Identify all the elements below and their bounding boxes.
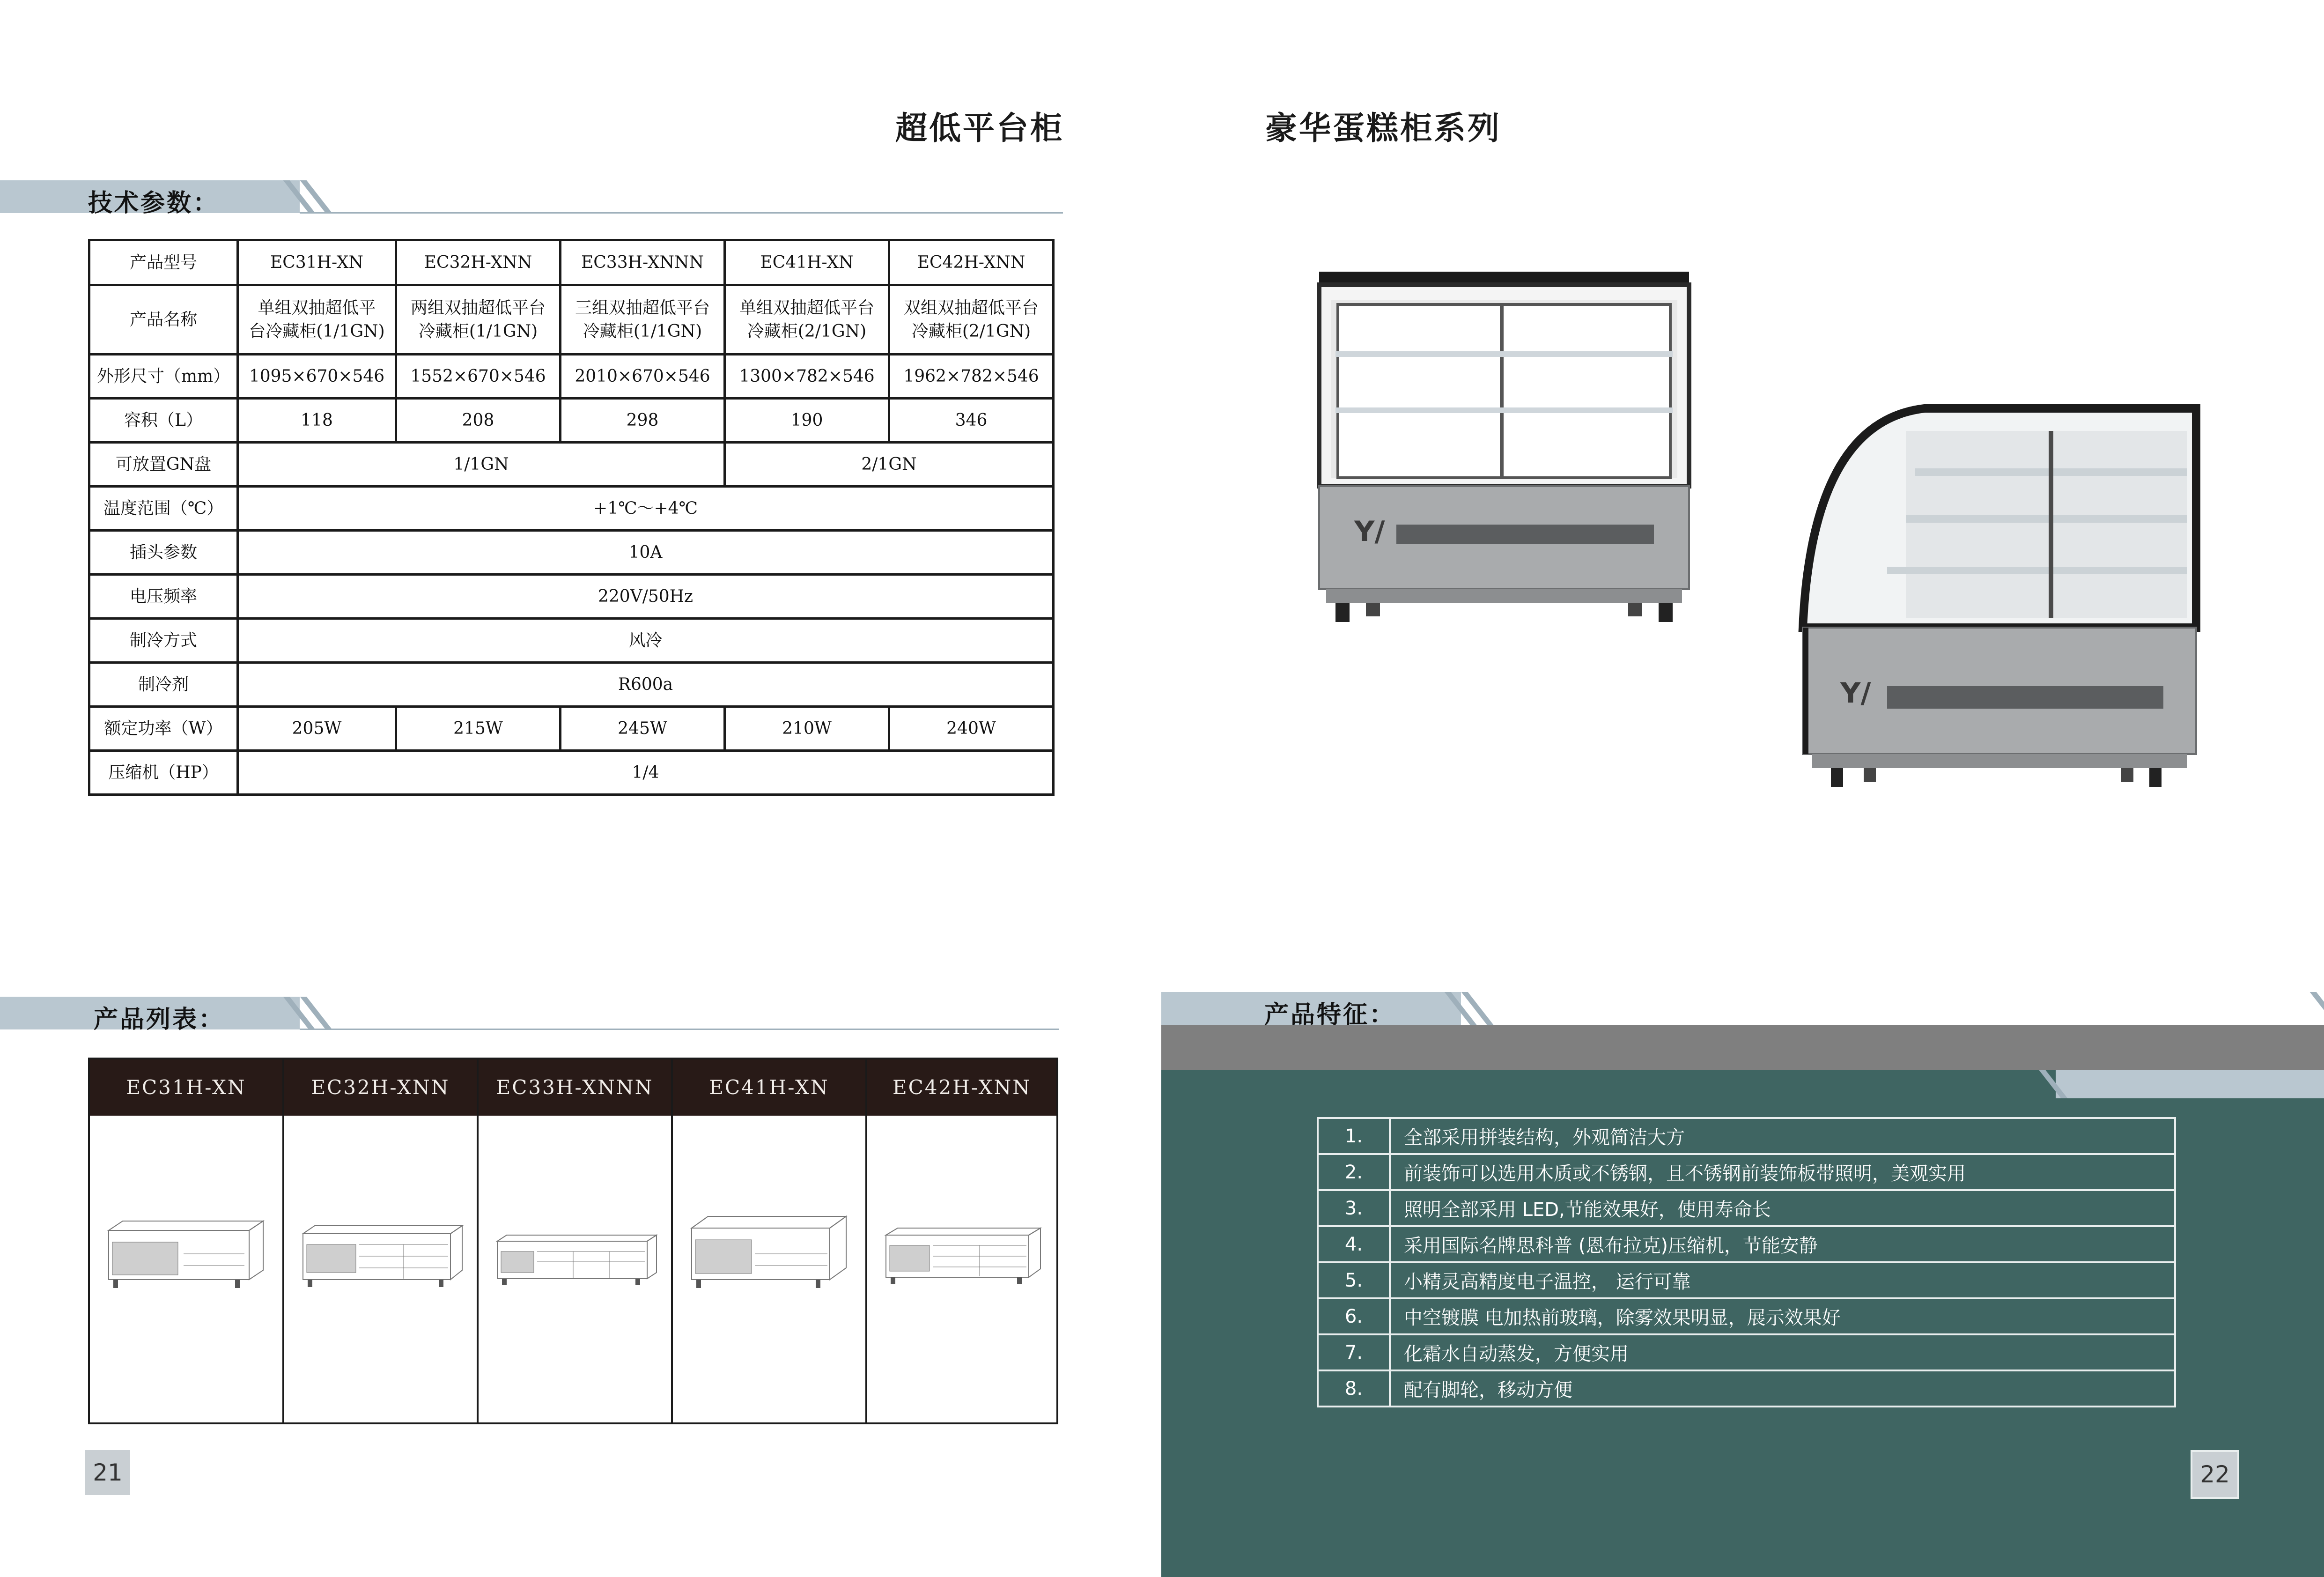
name-line: 双组双抽超低平台 [903,298,1039,318]
name-cell [396,285,561,355]
power-cell: 245W [561,707,725,751]
feature-number: 1. [1318,1118,1390,1154]
gn-tray-cell: 2/1GN [725,443,1054,487]
product-drawing [881,1226,1045,1291]
feature-text: 化霜水自动蒸发，方便实用 [1390,1334,2175,1370]
name-cell [889,285,1054,355]
list-section-title: 产品列表： [94,1006,225,1034]
product-header: EC31H-XN [90,1059,282,1116]
page-number-left: 21 [85,1450,130,1495]
model-cell: EC32H-XNN [396,240,561,285]
name-cell [238,285,396,355]
product-column [479,1059,673,1422]
dimension-cell: 2010×670×546 [561,355,725,399]
name-line: 冷藏柜(2/1GN) [747,321,867,341]
features-section-header [1161,992,2324,1029]
cooling-cell: 风冷 [238,619,1054,663]
row-label: 容积（L） [89,399,238,443]
model-cell: EC31H-XN [238,240,396,285]
curved-glass-cabinet-image [1775,403,2215,815]
name-line: 冷藏柜(1/1GN) [418,321,538,341]
page-title-left: 超低平台柜 [895,110,1064,147]
name-line: 冷藏柜(1/1GN) [583,321,702,341]
dimension-cell: 1962×782×546 [889,355,1054,399]
product-column [90,1059,284,1422]
row-label: 制冷剂 [89,663,238,707]
row-label: 温度范围（℃） [89,487,238,531]
name-line: 台冷藏柜(1/1GN) [249,321,385,341]
feature-text: 小精灵高精度电子温控， 运行可靠 [1390,1262,2175,1298]
product-column [867,1059,1056,1422]
model-cell: EC42H-XNN [889,240,1054,285]
feature-number: 2. [1318,1154,1390,1190]
product-column [673,1059,867,1422]
product-drawing [493,1233,661,1289]
plug-cell: 10A [238,531,1054,575]
product-list [88,1058,1058,1424]
page-title-right: 豪华蛋糕柜系列 [1265,110,1502,147]
dimension-cell: 1300×782×546 [725,355,889,399]
feature-number: 4. [1318,1226,1390,1262]
volume-cell: 298 [561,399,725,443]
product-drawing [298,1223,467,1294]
feature-number: 5. [1318,1262,1390,1298]
feature-text: 采用国际名牌思科普 (恩布拉克)压缩机，节能安静 [1390,1226,2175,1262]
product-header: EC32H-XNN [284,1059,477,1116]
product-drawing [104,1219,268,1294]
spec-section-header [0,180,1063,217]
list-section-header [0,997,1059,1034]
volume-cell: 346 [889,399,1054,443]
volume-cell: 190 [725,399,889,443]
feature-number: 8. [1318,1370,1390,1407]
power-cell: 210W [725,707,889,751]
name-line: 冷藏柜(2/1GN) [911,321,1031,341]
feature-number: 7. [1318,1334,1390,1370]
row-label: 插头参数 [89,531,238,575]
product-column [284,1059,479,1422]
name-cell [561,285,725,355]
row-label: 制冷方式 [89,619,238,663]
spec-table [88,239,1055,796]
product-drawing [687,1214,851,1294]
model-cell: EC41H-XN [725,240,889,285]
gn-tray-cell: 1/1GN [238,443,725,487]
feature-text: 全部采用拼装结构，外观简洁大方 [1390,1118,2175,1154]
features-band [1161,1025,2324,1070]
power-cell: 205W [238,707,396,751]
feature-text: 照明全部采用 LED,节能效果好，使用寿命长 [1390,1190,2175,1226]
row-label: 可放置GN盘 [89,443,238,487]
dimension-cell: 1552×670×546 [396,355,561,399]
product-header: EC41H-XN [673,1059,865,1116]
page-number-right: 22 [2191,1450,2239,1499]
row-label: 产品型号 [89,240,238,285]
refrigerant-cell: R600a [238,663,1054,707]
row-label: 压缩机（HP） [89,751,238,795]
name-cell [725,285,889,355]
name-line: 三组双抽超低平台 [575,298,710,318]
product-header: EC42H-XNN [867,1059,1056,1116]
feature-text: 配有脚轮，移动方便 [1390,1370,2175,1407]
name-line: 两组双抽超低平台 [410,298,546,318]
temperature-cell: +1℃～+4℃ [238,487,1054,531]
dimension-cell: 1095×670×546 [238,355,396,399]
model-cell: EC33H-XNNN [561,240,725,285]
volume-cell: 208 [396,399,561,443]
spec-section-title: 技术参数： [88,189,220,217]
feature-text: 中空镀膜 电加热前玻璃，除雾效果明显，展示效果好 [1390,1298,2175,1334]
row-label: 产品名称 [89,285,238,355]
accent-bar [2056,1070,2324,1098]
feature-number: 3. [1318,1190,1390,1226]
product-header: EC33H-XNNN [479,1059,671,1116]
feature-text: 前装饰可以选用木质或不锈钢，且不锈钢前装饰板带照明，美观实用 [1390,1154,2175,1190]
straight-glass-cabinet-image [1317,272,1691,637]
compressor-cell: 1/4 [238,751,1054,795]
row-label: 电压频率 [89,575,238,619]
name-line: 单组双抽超低平台 [739,298,874,318]
svg-text:Y/: Y/ [1354,515,1385,548]
feature-number: 6. [1318,1298,1390,1334]
power-cell: 215W [396,707,561,751]
row-label: 额定功率（W） [89,707,238,751]
row-label: 外形尺寸（mm） [89,355,238,399]
volume-cell: 118 [238,399,396,443]
name-line: 单组双抽超低平 [258,298,376,318]
voltage-cell: 220V/50Hz [238,575,1054,619]
power-cell: 240W [889,707,1054,751]
features-section-title: 产品特征： [1264,1001,1396,1029]
features-table [1317,1117,2176,1407]
svg-text:Y/: Y/ [1840,677,1871,710]
